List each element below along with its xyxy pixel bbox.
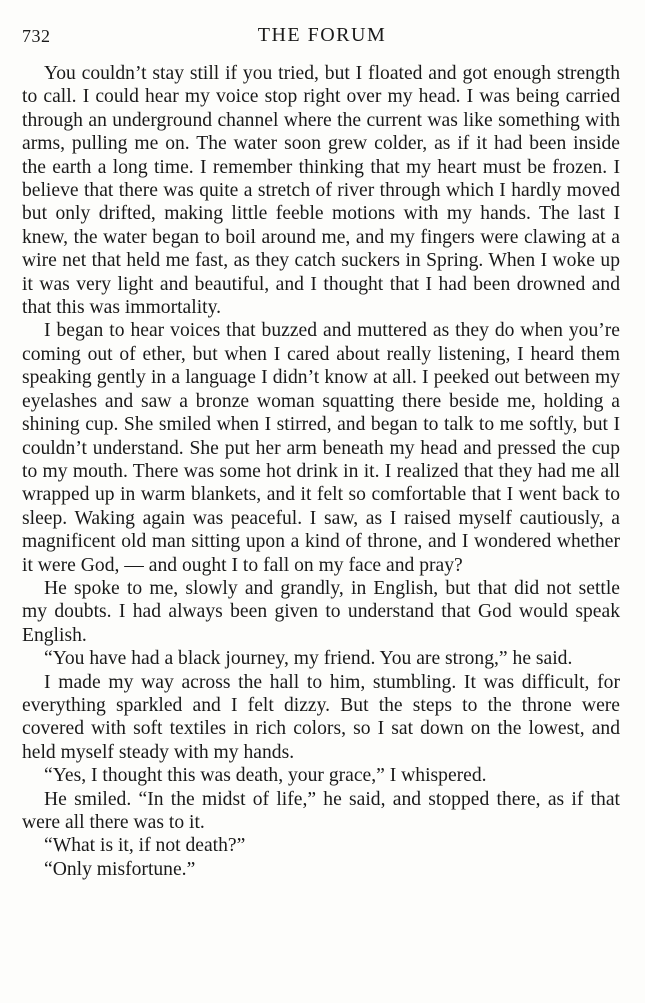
paragraph: “Only misfortune.” xyxy=(44,858,196,880)
paragraph: I made my way across the hall to him, stumbling. It was difficult, for everything sparkled and I felt dizzy. But the steps to the throne were covered with soft textiles in rich colors, so I sat down on the lowest, and held myself steady with my hands. xyxy=(22,671,620,763)
running-title: THE FORUM xyxy=(257,24,387,46)
paragraph: He smiled. “In the midst of life,” he said, and stopped there, as if that were all there was to it. xyxy=(22,788,620,833)
paragraph: “Yes, I thought this was death, your grace,” I whispered. xyxy=(44,765,487,787)
paragraph: I began to hear voices that buzzed and muttered as they do when you’re coming out of ether, but when I cared about really listening, I heard them speaking gently in a language I didn’t know at all. I peeked out between my eyelashes and saw a bronze woman squatting there beside me, holding a shining cup. She smiled when I stirred, and began to talk to me softly, but I couldn’t understand. She put her arm beneath my head and pressed the cup to my mouth. There was some hot drink in it. I realized that they had me all wrapped up in warm blankets, and it felt so comfortable that I went back to sleep. Waking again was peaceful. I saw, as I raised myself cautiously, a magnificent old man sitting upon a kind of throne, and I wondered whether it were God, — and ought I to fall on my face and pray? xyxy=(22,320,620,576)
paragraph: “You have had a black journey, my friend. You are strong,” he said. xyxy=(44,648,573,670)
body-text xyxy=(22,62,620,881)
paragraph: “What is it, if not death?” xyxy=(44,835,246,857)
page-header xyxy=(22,24,622,52)
paragraph: He spoke to me, slowly and grandly, in English, but that did not settle my doubts. I had always been given to understand that God would speak English. xyxy=(22,577,620,646)
page-number: 732 xyxy=(22,26,51,46)
paragraph: You couldn’t stay still if you tried, but I floated and got enough strength to call. I could hear my voice stop right over my head. I was being carried through an underground channel where the current was like something with arms, pulling me on. The water soon grew colder, as if it had been inside the earth a long time. I remember thinking that my heart must be frozen. I believe that there was quite a stretch of river through which I hardly moved but only drifted, making little feeble motions with my hands. The last I knew, the water began to boil around me, and my fingers were clawing at a wire net that held me fast, as they catch suckers in Spring. When I woke up it was very light and beautiful, and I thought that I had been drowned and that this was immortality. xyxy=(22,63,620,319)
